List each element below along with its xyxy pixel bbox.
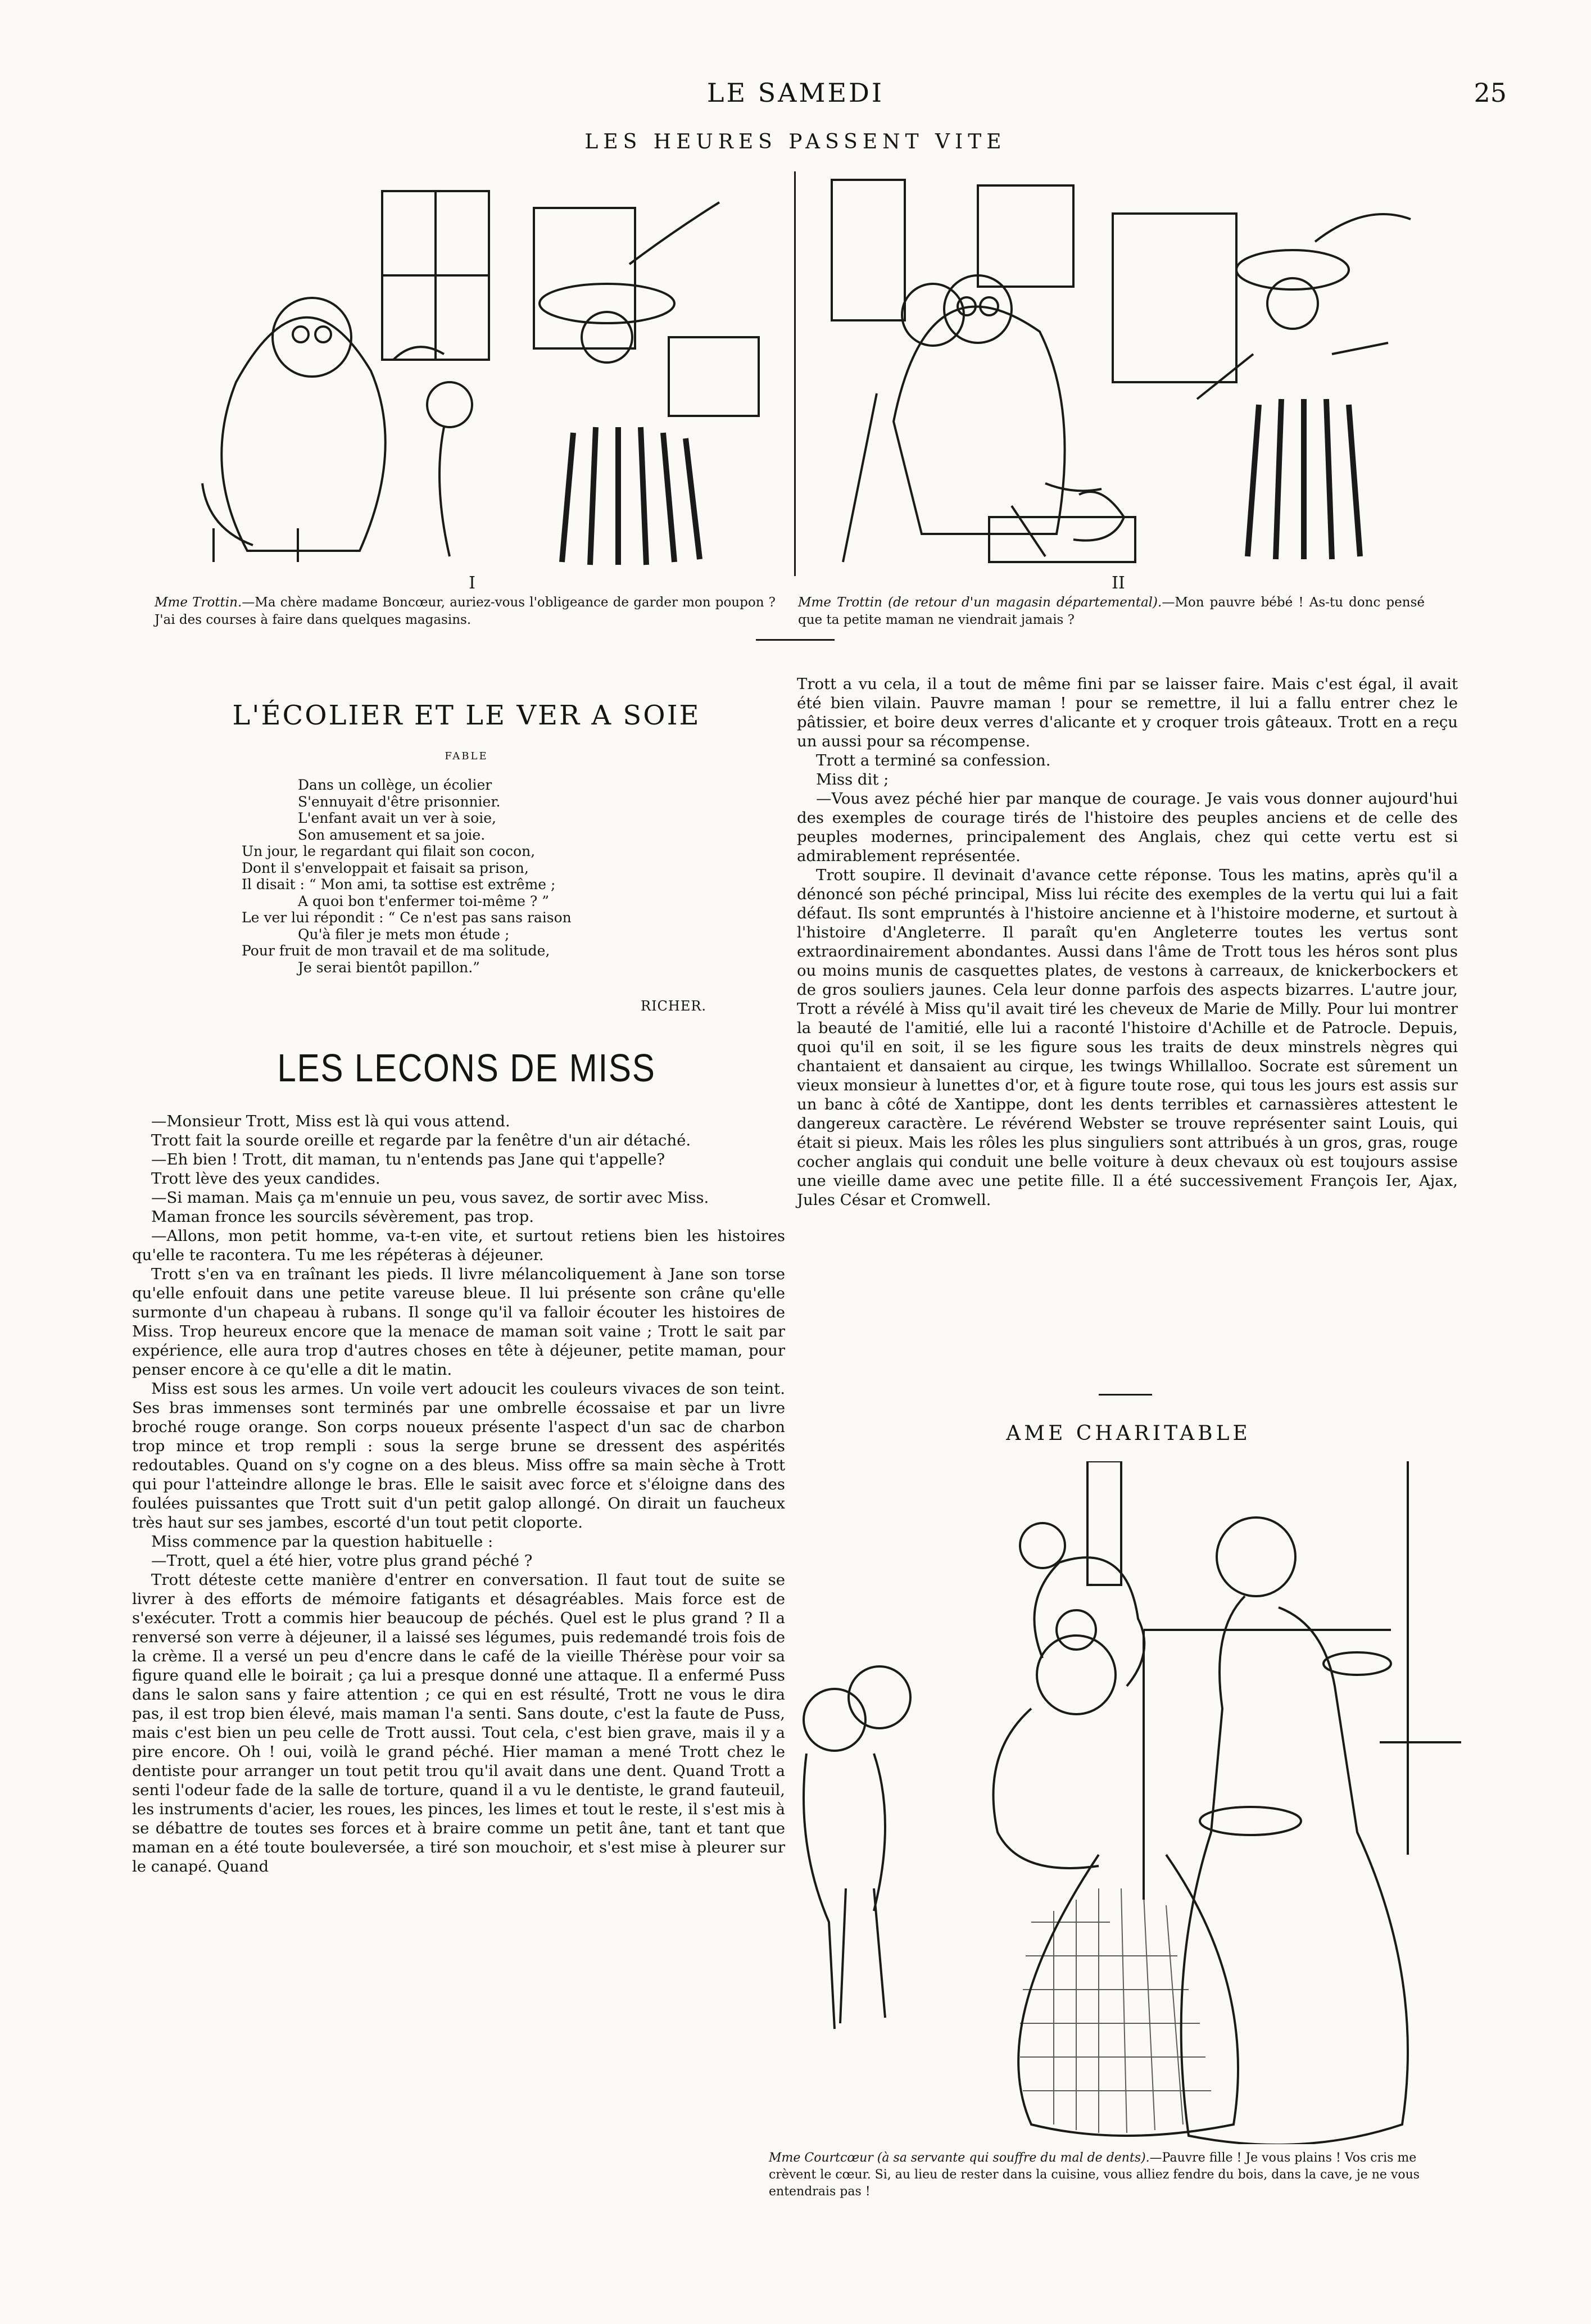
separator-rule <box>756 639 835 641</box>
illustration-caption-text: —Pauvre fille ! Je vous plains ! Vos cris me crèvent le cœur. Si, au lieu de rester dans la cuisine, vous alliez fendre du bois, dans la cave, je ne vous entendrais pas ! <box>769 2151 1420 2199</box>
comic-title: LES HEURES PASSENT VITE <box>584 130 1007 153</box>
story-paragraph: Miss est sous les armes. Un voile vert adoucit les couleurs vivaces de son teint. Ses bras immenses sont terminés par une ombrelle écossaise et par un livre broché rouge orange. Son corps noueux présente l'aspect d'un sac de charbon trop mince et trop rempli : sous la serge brune se dressent des aspérités redoutables. Quand on s'y cogne on a des bleus. Miss offre sa main sèche à Trott qui pour l'atteindre allonge le bras. Elle le saisit avec force et s'éloigne dans des foulées puissantes que Trott suit d'un petit galop allongé. On dirait un faucheux très haut sur ses jambes, escorté d'un tout petit cloporte. <box>132 1380 785 1532</box>
poem-line: A quoi bon t'enfermer toi-même ? ” <box>298 893 550 909</box>
story-paragraph: —Trott, quel a été hier, votre plus grand péché ? <box>151 1552 533 1570</box>
ame-charitable-illustration <box>761 1461 1461 2144</box>
poem-line: Un jour, le regardant qui filait son cocon, <box>242 843 536 859</box>
poem-line: L'enfant avait un ver à soie, <box>298 810 496 826</box>
panel-1-caption-text: —Ma chère madame Boncœur, auriez-vous l'obligeance de garder mon poupon ? J'ai des courses à faire dans quelques magasins. <box>155 595 776 627</box>
fable-author: RICHER. <box>641 998 707 1014</box>
story-paragraph: Trott lève des yeux candides. <box>151 1170 380 1188</box>
poem-line: Le ver lui répondit : “ Ce n'est pas sans raison <box>242 909 572 926</box>
story-paragraph: —Si maman. Mais ça m'ennuie un peu, vous savez, de sortir avec Miss. <box>151 1189 709 1207</box>
poem-line: Pour fruit de mon travail et de ma solitude, <box>242 943 550 959</box>
fable-title: L'ÉCOLIER ET LE VER A SOIE <box>232 700 701 731</box>
story-paragraph: Miss commence par la question habituelle : <box>151 1533 493 1551</box>
story-paragraph: Trott s'en va en traînant les pieds. Il livre mélancoliquement à Jane son torse qu'elle enfouit dans une petite vareuse bleue. Il lui présente son crâne qu'elle surmonte d'un chapeau à rubans. Il songe qu'il va falloir écouter les histoires de Miss. Trop heureux encore que la menace de maman soit vaine ; Trott le sait par expérience, elle aura trop d'autres choses en tête à déjeuner, petite maman, pour penser encore à ce qu'elle a dit le matin. <box>132 1265 785 1379</box>
poem-line: Il disait : “ Mon ami, ta sottise est extrême ; <box>242 876 556 893</box>
panel-2-caption-text: —Mon pauvre bébé ! As-tu donc pensé que ta petite maman ne viendrait jamais ? <box>798 595 1425 627</box>
story-paragraph: Trott soupire. Il devinait d'avance cette réponse. Tous les matins, après qu'il a dénoncé son péché principal, Miss lui récite des exemples de la vertu qui lui a fait défaut. Ils sont empruntés à l'histoire ancienne et à l'histoire moderne, et surtout à l'histoire d'Angleterre. Il paraît qu'en Angleterre toutes les vertus sont extraordinairement abondantes. Aussi dans l'âme de Trott tous les héros sont plus ou moins munis de casquettes plates, de vestons à carreaux, de knickerbockers et de gros souliers jaunes. Cela leur donne parfois des aspects bizarres. L'autre jour, Trott a révélé à Miss qu'il avait tiré les cheveux de Marie de Milly. Pour lui montrer la beauté de l'amitié, elle lui a raconté l'histoire d'Achille et de Patrocle. Depuis, quoi qu'il en soit, il se les figure sous les traits de deux minstrels nègres qui chantaient et dansaient au cirque, les twings Whillalloo. Socrate est sûrement un vieux monsieur à lunettes d'or, et à figure toute rose, qui tous les jours est assis sur un banc à côté de Xantippe, dont les dents terribles et carnassières attestent le dangereux caractère. Le révérend Webster se trouve représenter saint Louis, qui était si pieux. Mais les rôles les plus singuliers sont attribués à un gros, gras, rouge cocher anglais qui conduit une belle voiture à deux chevaux où est toujours assise une vieille dame avec une petite fille. Il a été successivement François Ier, Ajax, Jules César et Cromwell. <box>797 866 1458 1209</box>
story-paragraph: Trott fait la sourde oreille et regarde par la fenêtre d'un air détaché. <box>151 1131 691 1149</box>
fable-poem <box>242 777 702 976</box>
panel-1-caption-speaker: Mme Trottin. <box>155 595 242 610</box>
poem-line: Son amusement et sa joie. <box>298 826 486 843</box>
story-paragraph: —Vous avez péché hier par manque de courage. Je vais vous donner aujourd'hui des exemples de courage tirés de l'histoire des peuples anciens et de celle des peuples modernes, principalement des Anglais, chez qui cette vertu est si admirablement représentée. <box>797 790 1458 865</box>
story-column-left <box>132 1112 785 1876</box>
panel-2-caption-speaker: Mme Trottin (de retour d'un magasin départemental). <box>798 595 1162 610</box>
comic-panel-2-illustration <box>809 169 1422 570</box>
panel-2-caption <box>798 594 1425 629</box>
story-paragraph: Trott a vu cela, il a tout de même fini par se laisser faire. Mais c'est égal, il avait été bien vilain. Pauvre maman ! pour se remettre, il lui a fallu entrer chez le pâtissier, et boire deux verres d'alicante et y croquer trois gâteaux. Trott en a reçu un aussi pour sa récompense. <box>797 675 1458 750</box>
poem-line: Je serai bientôt papillon.” <box>298 959 480 976</box>
poem-line: Dont il s'enveloppait et faisait sa prison, <box>242 859 529 876</box>
story-paragraph: —Monsieur Trott, Miss est là qui vous attend. <box>151 1112 510 1130</box>
poem-line: S'ennuyait d'être prisonnier. <box>298 793 501 810</box>
story-paragraph: Trott déteste cette manière d'entrer en conversation. Il faut tout de suite se livrer à des efforts de mémoire fatigants et désagréables. Mais force est de s'exécuter. Trott a commis hier beaucoup de péchés. Quel est le plus grand ? Il a renversé son verre à déjeuner, il a laissé ses légumes, puis redemandé trois fois de la crème. Il a versé un peu d'encre dans le café de la vieille Thérèse pour voir sa figure quand elle le boirait ; ça lui a presque donné une attaque. Il a enfermé Puss dans le salon sans y faire attention ; ce qui en est résulté, Trott ne vous le dira pas, il est trop bien élevé, mais maman l'a senti. Sans doute, c'est la faute de Puss, mais c'est bien un peu celle de Trott aussi. Tout cela, c'est bien grave, mais il y a pire encore. Oh ! oui, voilà le grand péché. Hier maman a mené Trott chez le dentiste pour arranger un tout petit trou qu'il avait dans une dent. Quand Trott a senti l'odeur fade de la salle de torture, quand il a vu le dentiste, le grand fauteuil, les instruments d'acier, les roues, les pinces, les limes et tout le reste, il s'est mis à se débattre de toutes ses forces et à braire comme un petit âne, tant et tant que maman en a été toute bouleversée, a tiré son mouchoir, et s'est mise à pleurer sur le canapé. Quand <box>132 1571 785 1875</box>
separator-rule-2 <box>1099 1394 1152 1396</box>
story-paragraph: Trott a terminé sa confession. <box>816 751 1051 769</box>
story-paragraph: Maman fronce les sourcils sévèrement, pas trop. <box>151 1208 534 1226</box>
panel-divider <box>794 171 796 576</box>
story-title: LES LECONS DE MISS <box>277 1046 656 1090</box>
illustration-caption-speaker: Mme Courtcœur (à sa servante qui souffre du mal de dents). <box>769 2151 1150 2165</box>
page-number: 25 <box>1474 78 1507 108</box>
poem-line: Qu'à filer je mets mon étude ; <box>298 926 510 943</box>
story-paragraph: —Allons, mon petit homme, va-t-en vite, et surtout retiens bien les histoires qu'elle te racontera. Tu me les répéteras à déjeuner. <box>132 1227 785 1264</box>
comic-panel-1-illustration <box>169 169 781 570</box>
panel-1-numeral: I <box>469 573 475 593</box>
story-paragraph: Miss dit ; <box>816 771 889 789</box>
illustration-caption <box>769 2150 1460 2200</box>
panel-2-numeral: II <box>1112 573 1125 593</box>
poem-line: Dans un collège, un écolier <box>298 777 492 793</box>
story-paragraph: —Eh bien ! Trott, dit maman, tu n'entends pas Jane qui t'appelle? <box>151 1150 665 1168</box>
story-column-right <box>797 674 1458 1209</box>
newspaper-title: LE SAMEDI <box>706 78 885 108</box>
illustration-title: AME CHARITABLE <box>1006 1422 1251 1445</box>
fable-label: FABLE <box>445 750 488 762</box>
panel-1-caption <box>155 594 776 629</box>
